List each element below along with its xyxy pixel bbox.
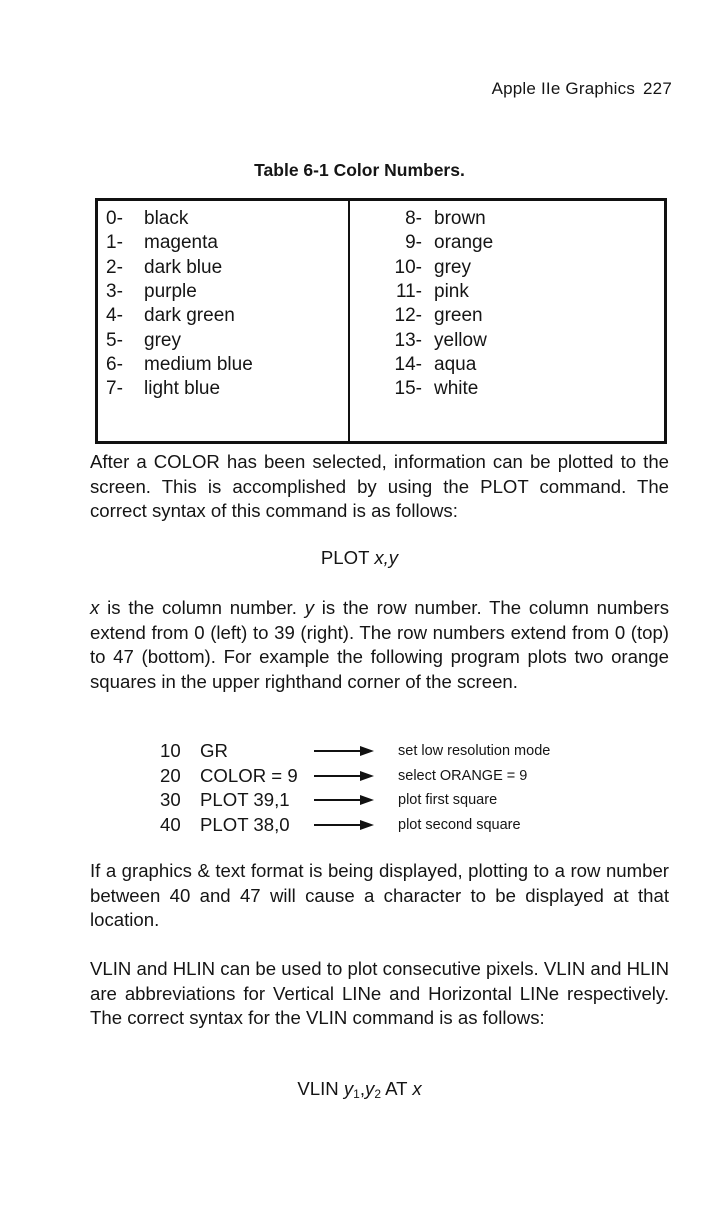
color-number: 4- [106, 305, 123, 327]
table-row [106, 280, 348, 304]
color-name: orange [434, 232, 494, 254]
color-number: 11- [395, 281, 422, 303]
var-y: y [304, 597, 314, 618]
color-number: 6- [106, 353, 123, 375]
color-number: 9- [405, 232, 422, 254]
color-number: 15- [394, 378, 422, 400]
paragraph-plot-intro: After a COLOR has been selected, information can be plotted to the screen. This is accomplished by using the PLOT command. The correct syntax of this command is as follows: [90, 451, 669, 521]
code: GR [200, 740, 228, 762]
subscript: 1 [353, 1087, 360, 1101]
table-row [106, 256, 348, 280]
syntax-at: AT [385, 1078, 408, 1099]
table-row [106, 377, 348, 401]
comment: select ORANGE = 9 [398, 767, 528, 784]
running-header [484, 79, 672, 99]
program-line [160, 739, 600, 764]
color-number: 2- [106, 256, 123, 278]
running-title: Apple IIe Graphics [491, 79, 636, 98]
comment: set low resolution mode [398, 743, 551, 760]
table-row [106, 231, 348, 255]
page-number: 227 [643, 79, 672, 98]
table-row [350, 377, 664, 401]
table-row [106, 353, 348, 377]
paragraph-vlin-hlin: VLIN and HLIN can be used to plot consecutive pixels. VLIN and HLIN are abbreviations for Vertical LINe and Horizontal LINe respectively. The correct syntax for the VLIN command is as follows: [90, 958, 669, 1028]
table-row [106, 207, 348, 231]
line-number: 20 [160, 764, 181, 786]
program-line [160, 813, 600, 838]
color-name: dark blue [144, 256, 223, 278]
color-name: dark green [144, 305, 235, 327]
arrow-right-icon [314, 793, 378, 807]
color-number: 5- [106, 329, 123, 351]
syntax-keyword: VLIN [297, 1078, 339, 1099]
text-segment: is the column number. [99, 597, 305, 618]
table-title: Table 6-1 Color Numbers. [254, 160, 465, 180]
table-row [350, 207, 664, 231]
code: COLOR = 9 [200, 764, 298, 786]
syntax-args: x,y [374, 547, 399, 568]
plot-syntax [0, 547, 719, 569]
program-line [160, 788, 600, 813]
subscript: 2 [374, 1087, 381, 1101]
table-row [350, 256, 664, 280]
paragraph-text-format-note: If a graphics & text format is being displayed, plotting to a row number between 40 and 47 will cause a character to be displayed at that location. [90, 860, 669, 930]
var-x: x [412, 1078, 422, 1099]
arrow-right-icon [314, 744, 378, 758]
line-number: 30 [160, 789, 181, 811]
color-name: grey [144, 329, 181, 351]
color-name: white [434, 378, 479, 400]
table-row [350, 231, 664, 255]
color-name: pink [434, 281, 469, 303]
line-number: 40 [160, 814, 181, 836]
table-row [350, 353, 664, 377]
color-name: yellow [434, 329, 487, 351]
color-number: 8- [405, 208, 422, 230]
color-name: brown [434, 208, 486, 230]
color-name: purple [144, 281, 197, 303]
color-number: 10- [394, 256, 422, 278]
line-number: 10 [160, 740, 181, 762]
var-y: y [343, 1078, 354, 1099]
var-x: x [90, 597, 100, 618]
table-right-column [350, 201, 664, 441]
table-row [350, 304, 664, 328]
text-segment: is the row number. The column numbers extend from 0 (left) to 39 (right). The row numbers extend from 0 (top) to 47 (bottom). For example the following program plots two orange squares in the upper righthand corner of the screen. [90, 597, 669, 692]
color-name: green [434, 305, 483, 327]
color-name: black [144, 208, 189, 230]
table-row [106, 304, 348, 328]
paragraph-plot-description [90, 596, 669, 694]
vlin-syntax [0, 1078, 719, 1101]
table-row [350, 280, 664, 304]
comma: , [359, 1078, 366, 1099]
comment: plot first square [398, 792, 498, 809]
table-row [106, 328, 348, 352]
table-left-column [98, 201, 350, 441]
syntax-keyword: PLOT [320, 547, 370, 568]
color-name: aqua [434, 353, 477, 375]
color-number: 3- [106, 281, 123, 303]
program-line [160, 764, 600, 789]
color-number: 7- [106, 378, 123, 400]
color-name: light blue [144, 378, 221, 400]
arrow-right-icon [314, 769, 378, 783]
color-number: 0- [106, 208, 123, 230]
table-row [350, 328, 664, 352]
color-number: 13- [394, 329, 422, 351]
code: PLOT 39,1 [200, 789, 290, 811]
color-numbers-table [95, 198, 667, 444]
code: PLOT 38,0 [200, 814, 290, 836]
color-number: 12- [394, 305, 422, 327]
program-listing [160, 739, 600, 837]
arrow-right-icon [314, 818, 378, 832]
comment: plot second square [398, 817, 521, 834]
color-number: 14- [394, 353, 422, 375]
color-name: grey [434, 256, 471, 278]
color-number: 1- [106, 232, 123, 254]
color-name: medium blue [144, 353, 253, 375]
var-y: y [365, 1078, 375, 1099]
color-name: magenta [144, 232, 218, 254]
